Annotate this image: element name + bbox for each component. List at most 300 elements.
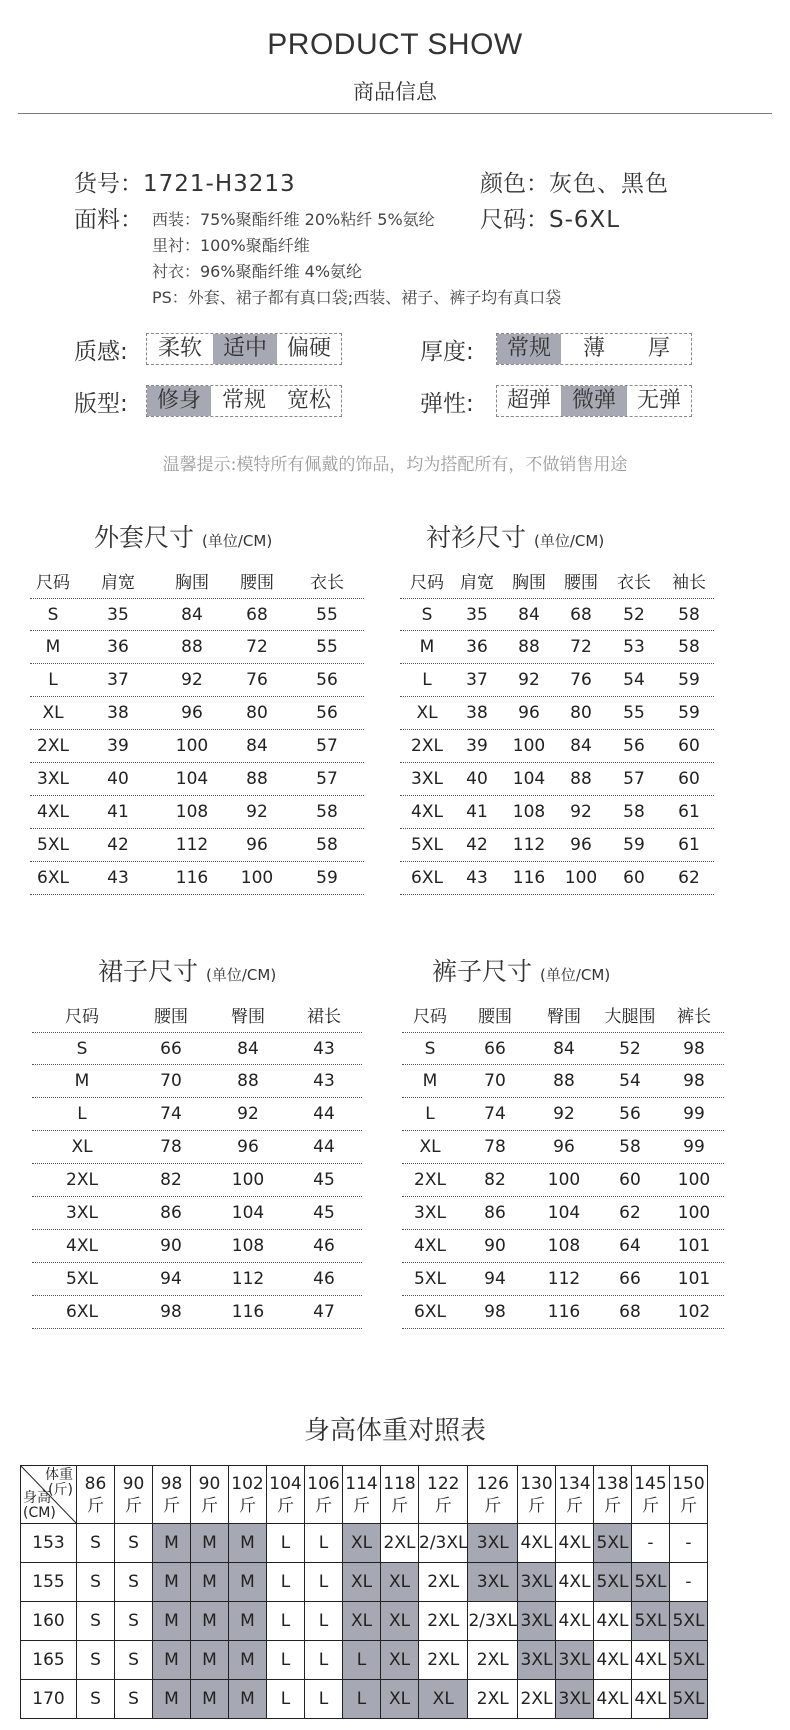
- shirt-table-cell: 39: [466, 736, 488, 756]
- skirt-table-cell: 94: [160, 1269, 182, 1289]
- shirt-unit-text: (单位/CM): [534, 532, 605, 550]
- jacket-table-cell: 76: [246, 670, 268, 690]
- size-cell: -: [669, 1563, 707, 1602]
- fabric-line: PS：外套、裙子都有真口袋;西装、裙子、裤子均有真口袋: [152, 288, 562, 307]
- height-weight-chart: [20, 1465, 708, 1719]
- pants-table-row: [402, 1164, 724, 1197]
- weight-value: 150: [672, 1473, 705, 1494]
- attr-texture-option: 柔软: [157, 336, 202, 361]
- pants-table-row: [402, 1098, 724, 1131]
- shirt-table-cell: XL: [416, 703, 438, 723]
- size-cell: L: [267, 1563, 305, 1602]
- jacket-table-row: [30, 763, 364, 796]
- jacket-table-cell: 100: [175, 736, 209, 756]
- shirt-table-row: [400, 598, 714, 631]
- skirt-title-text: 裙子尺寸: [98, 957, 199, 986]
- skirt-table-cell: 66: [160, 1039, 182, 1059]
- size-cell: M: [191, 1680, 229, 1719]
- jacket-table-cell: 72: [246, 637, 268, 657]
- weight-value: 98: [160, 1473, 183, 1494]
- weight-value: 90: [122, 1473, 145, 1494]
- size-cell: 5XL: [669, 1680, 707, 1719]
- shirt-header-row: [400, 568, 714, 593]
- jacket-table-cell: 92: [181, 670, 203, 690]
- shirt-table-cell: 60: [678, 769, 700, 789]
- pants-table-cell: 58: [619, 1137, 641, 1157]
- attr-fit-options: [146, 385, 342, 417]
- jacket-header-cell: 腰围: [240, 573, 274, 593]
- pants-table-cell: 98: [484, 1302, 506, 1322]
- weight-value: 134: [558, 1473, 591, 1494]
- pants-table-cell: 86: [484, 1203, 506, 1223]
- skirt-header-cell: 裙长: [307, 1007, 341, 1027]
- skirt-table-row: [32, 1230, 362, 1263]
- jacket-table-cell: 57: [316, 769, 338, 789]
- size-cell: L: [267, 1641, 305, 1680]
- size-label: 尺码：: [480, 207, 549, 233]
- jacket-table-cell: 6XL: [37, 868, 69, 888]
- shirt-table-cell: 54: [623, 670, 645, 690]
- jacket-table-cell: 84: [246, 736, 268, 756]
- size-cell: 2XL: [468, 1680, 517, 1719]
- pants-table-cell: XL: [419, 1137, 441, 1157]
- size-cell: 2/3XL: [419, 1524, 468, 1563]
- pants-table-cell: L: [425, 1104, 435, 1124]
- shirt-table-cell: 59: [678, 703, 700, 723]
- size-cell: L: [267, 1602, 305, 1641]
- corner-height: [23, 1491, 56, 1521]
- weight-unit: 斤: [641, 1495, 659, 1516]
- skirt-header-cell: 尺码: [65, 1007, 99, 1027]
- size-cell: 4XL: [517, 1524, 555, 1563]
- jacket-table-cell: XL: [42, 703, 64, 723]
- jacket-table-cell: 88: [246, 769, 268, 789]
- corner-weight-label: 体重: [45, 1467, 73, 1483]
- size-range: [480, 201, 620, 234]
- height-cell: 170: [21, 1680, 77, 1719]
- shirt-title-text: 衬衫尺寸: [426, 523, 527, 552]
- size-cell: 2XL: [468, 1641, 517, 1680]
- shirt-header-cell: 肩宽: [460, 573, 494, 593]
- attr-fit-option: 宽松: [286, 388, 331, 413]
- skirt-table-cell: S: [76, 1039, 88, 1059]
- skirt-table-cell: 46: [313, 1236, 335, 1256]
- weight-header-cell: [77, 1466, 115, 1524]
- shirt-table-row: [400, 829, 714, 862]
- attr-thickness-option: 薄: [582, 336, 605, 361]
- size-cell: 2XL: [419, 1641, 468, 1680]
- skirt-table-row: [32, 1098, 362, 1131]
- shirt-table-cell: 3XL: [411, 769, 443, 789]
- skirt-table-cell: 96: [237, 1137, 259, 1157]
- shirt-table-cell: 58: [678, 605, 700, 625]
- pants-table-cell: 100: [677, 1170, 711, 1190]
- skirt-table-cell: 4XL: [66, 1236, 98, 1256]
- weight-header-cell: [305, 1466, 343, 1524]
- chart-header-row: [21, 1466, 708, 1524]
- jacket-table-cell: 56: [316, 670, 338, 690]
- skirt-table-cell: 82: [160, 1170, 182, 1190]
- pants-table-cell: 102: [677, 1302, 711, 1322]
- pants-table-row: [402, 1230, 724, 1263]
- pants-table-cell: 112: [547, 1269, 581, 1289]
- size-cell: 5XL: [593, 1563, 631, 1602]
- pants-table-cell: 64: [619, 1236, 641, 1256]
- pants-table-cell: S: [424, 1039, 436, 1059]
- jacket-table-cell: L: [48, 670, 58, 690]
- size-cell: 2XL: [517, 1680, 555, 1719]
- skirt-table-cell: 112: [231, 1269, 265, 1289]
- weight-value: 138: [596, 1473, 629, 1494]
- weight-header-cell: [555, 1466, 593, 1524]
- size-cell: L: [343, 1680, 381, 1719]
- size-cell: XL: [381, 1602, 419, 1641]
- pants-table-cell: 68: [619, 1302, 641, 1322]
- size-cell: S: [115, 1602, 153, 1641]
- jacket-table-cell: 58: [316, 802, 338, 822]
- shirt-table-cell: 6XL: [411, 868, 443, 888]
- pants-table-cell: 3XL: [414, 1203, 446, 1223]
- size-cell: 4XL: [555, 1524, 593, 1563]
- attr-texture-options: [146, 333, 342, 365]
- size-cell: M: [229, 1680, 267, 1719]
- jacket-table-cell: 80: [246, 703, 268, 723]
- shirt-table-cell: 57: [623, 769, 645, 789]
- skirt-table-row: [32, 1164, 362, 1197]
- jacket-header-cell: 胸围: [175, 573, 209, 593]
- shirt-table-cell: 2XL: [411, 736, 443, 756]
- size-cell: XL: [381, 1563, 419, 1602]
- weight-unit: 斤: [353, 1495, 370, 1516]
- size-cell: 5XL: [593, 1524, 631, 1563]
- pants-table-row: [402, 1296, 724, 1329]
- jacket-table-cell: S: [47, 605, 59, 625]
- size-cell: 4XL: [593, 1680, 631, 1719]
- chart-body: [21, 1524, 708, 1719]
- size-cell: 4XL: [555, 1563, 593, 1602]
- fabric-line: 衬衣：96%聚酯纤维 4%氨纶: [152, 262, 363, 281]
- shirt-table-cell: 104: [512, 769, 546, 789]
- size-cell: M: [153, 1602, 191, 1641]
- weight-value: 130: [520, 1473, 553, 1494]
- size-cell: XL: [343, 1602, 381, 1641]
- pants-header-row: [402, 1002, 724, 1027]
- size-cell: 2XL: [419, 1563, 468, 1602]
- shirt-table-cell: 100: [512, 736, 546, 756]
- height-cell: 165: [21, 1641, 77, 1680]
- size-cell: L: [305, 1563, 343, 1602]
- pants-table-cell: 82: [484, 1170, 506, 1190]
- size-cell: XL: [343, 1563, 381, 1602]
- jacket-table-cell: 88: [181, 637, 203, 657]
- shirt-table-cell: 37: [466, 670, 488, 690]
- jacket-table-row: [30, 631, 364, 664]
- jacket-table-cell: 68: [246, 605, 268, 625]
- pants-table-row: [402, 1263, 724, 1296]
- size-cell: XL: [381, 1680, 419, 1719]
- pants-table-row: [402, 1065, 724, 1098]
- shirt-table-cell: 116: [512, 868, 546, 888]
- height-cell: 155: [21, 1563, 77, 1602]
- size-cell: M: [191, 1602, 229, 1641]
- pants-header-cell: 裤长: [677, 1007, 711, 1027]
- shirt-header-cell: 腰围: [564, 573, 598, 593]
- size-cell: 4XL: [593, 1641, 631, 1680]
- shirt-table-cell: 92: [570, 802, 592, 822]
- weight-header-cell: [419, 1466, 468, 1524]
- shirt-table-cell: M: [419, 637, 435, 657]
- size-cell: XL: [343, 1524, 381, 1563]
- attr-elasticity-label: 弹性:: [420, 391, 474, 417]
- weight-value: 126: [476, 1473, 509, 1494]
- jacket-table-cell: 40: [107, 769, 129, 789]
- skirt-table-cell: 104: [231, 1203, 265, 1223]
- attr-thickness-option: 常规: [497, 334, 561, 364]
- pants-table-row: [402, 1197, 724, 1230]
- size-cell: 5XL: [631, 1602, 669, 1641]
- skirt-table-cell: 84: [237, 1039, 259, 1059]
- jacket-table-cell: M: [45, 637, 61, 657]
- shirt-table-cell: 72: [570, 637, 592, 657]
- size-cell: L: [305, 1602, 343, 1641]
- size-cell: L: [267, 1524, 305, 1563]
- jacket-table-title: [94, 518, 272, 554]
- weight-unit: 斤: [434, 1495, 452, 1516]
- jacket-table-cell: 42: [107, 835, 129, 855]
- weight-header-cell: [191, 1466, 229, 1524]
- weight-unit: 斤: [565, 1495, 583, 1516]
- size-cell: S: [77, 1680, 115, 1719]
- skirt-table-cell: L: [77, 1104, 87, 1124]
- size-cell: 5XL: [669, 1602, 707, 1641]
- title-cn: 商品信息: [353, 80, 437, 104]
- jacket-header-cell: 衣长: [310, 573, 344, 593]
- weight-header-cell: [381, 1466, 419, 1524]
- skirt-table-cell: 100: [231, 1170, 265, 1190]
- size-chart-title: 身高体重对照表: [303, 1416, 486, 1446]
- shirt-table-cell: 61: [678, 802, 700, 822]
- shirt-table-cell: 96: [570, 835, 592, 855]
- shirt-table-row: [400, 631, 714, 664]
- shirt-table-row: [400, 862, 714, 895]
- size-cell: M: [229, 1563, 267, 1602]
- jacket-table-row: [30, 664, 364, 697]
- pants-table-cell: 98: [683, 1039, 705, 1059]
- jacket-table-cell: 84: [181, 605, 203, 625]
- size-cell: M: [229, 1641, 267, 1680]
- jacket-table-row: [30, 862, 364, 895]
- skirt-unit-text: (单位/CM): [206, 966, 277, 984]
- skirt-table-cell: 2XL: [66, 1170, 98, 1190]
- skirt-table-cell: 88: [237, 1071, 259, 1091]
- size-cell: 4XL: [631, 1641, 669, 1680]
- fabric-label-row: [74, 201, 143, 234]
- skirt-table-cell: 86: [160, 1203, 182, 1223]
- color: [480, 165, 669, 198]
- skirt-header-cell: 臀围: [231, 1007, 265, 1027]
- pants-header-cell: 尺码: [413, 1007, 447, 1027]
- pants-table-cell: 100: [677, 1203, 711, 1223]
- size-cell: -: [631, 1524, 669, 1563]
- skirt-table-row: [32, 1065, 362, 1098]
- pants-table-cell: 66: [619, 1269, 641, 1289]
- chart-row: [21, 1524, 708, 1563]
- pants-table-cell: 88: [553, 1071, 575, 1091]
- weight-value: 90: [198, 1473, 221, 1494]
- jacket-table-cell: 43: [107, 868, 129, 888]
- skirt-table-row: [32, 1296, 362, 1329]
- chart-row: [21, 1602, 708, 1641]
- notice-tip: 温馨提示:模特所有佩戴的饰品，均为搭配所有，不做销售用途: [162, 455, 628, 475]
- jacket-table-cell: 100: [240, 868, 274, 888]
- shirt-table-cell: 92: [518, 670, 540, 690]
- jacket-table-cell: 112: [175, 835, 209, 855]
- weight-unit: 斤: [163, 1495, 180, 1516]
- shirt-table-cell: 60: [678, 736, 700, 756]
- skirt-header-row: [32, 1002, 362, 1027]
- weight-value: 104: [269, 1473, 302, 1494]
- pants-header-cell: 大腿围: [604, 1007, 656, 1027]
- size-cell: L: [305, 1680, 343, 1719]
- jacket-table-cell: 59: [316, 868, 338, 888]
- skirt-header-cell: 腰围: [154, 1007, 188, 1027]
- divider: [18, 113, 772, 114]
- chart-corner: [21, 1466, 77, 1524]
- fabric-label: 面料：: [74, 207, 143, 233]
- size-cell: XL: [419, 1680, 468, 1719]
- jacket-table-cell: 5XL: [37, 835, 69, 855]
- corner-height-label: 身高: [23, 1490, 51, 1506]
- shirt-table-cell: 58: [678, 637, 700, 657]
- jacket-table-cell: 116: [175, 868, 209, 888]
- chart-row: [21, 1641, 708, 1680]
- pants-table-cell: 56: [619, 1104, 641, 1124]
- fabric-line: 里衬：100%聚酯纤维: [152, 236, 310, 255]
- jacket-table-row: [30, 796, 364, 829]
- pants-title-text: 裤子尺寸: [432, 957, 533, 986]
- corner-height-unit: (CM): [23, 1505, 56, 1521]
- shirt-table-cell: 112: [512, 835, 546, 855]
- attr-fit-label: 版型:: [74, 391, 128, 417]
- weight-header-cell: [153, 1466, 191, 1524]
- shirt-table-row: [400, 664, 714, 697]
- skirt-table-row: [32, 1131, 362, 1164]
- skirt-table-cell: 90: [160, 1236, 182, 1256]
- size-cell: 2XL: [419, 1602, 468, 1641]
- skirt-table-cell: 44: [313, 1137, 335, 1157]
- shirt-table-cell: 4XL: [411, 802, 443, 822]
- weight-value: 86: [84, 1473, 107, 1494]
- jacket-table-cell: 104: [175, 769, 209, 789]
- shirt-table-cell: 59: [678, 670, 700, 690]
- jacket-table-cell: 92: [246, 802, 268, 822]
- size-cell: L: [343, 1641, 381, 1680]
- attr-elasticity-option: 无弹: [636, 388, 681, 413]
- pants-unit-text: (单位/CM): [540, 966, 611, 984]
- pants-table-cell: M: [422, 1071, 438, 1091]
- shirt-header-cell: 尺码: [410, 573, 444, 593]
- jacket-table-row: [30, 730, 364, 763]
- skirt-table-cell: 43: [313, 1071, 335, 1091]
- shirt-table-cell: 76: [570, 670, 592, 690]
- skirt-table-cell: XL: [71, 1137, 93, 1157]
- attr-texture-label: 质感:: [74, 339, 128, 365]
- shirt-table-cell: 40: [466, 769, 488, 789]
- pants-table-row: [402, 1032, 724, 1065]
- pants-table-cell: 99: [683, 1137, 705, 1157]
- weight-value: 118: [383, 1473, 416, 1494]
- skirt-table-cell: 5XL: [66, 1269, 98, 1289]
- pants-table-cell: 62: [619, 1203, 641, 1223]
- attr-elasticity-option: 微弹: [561, 386, 627, 416]
- pants-table-cell: 98: [683, 1071, 705, 1091]
- shirt-table-cell: 108: [512, 802, 546, 822]
- shirt-table-cell: 59: [623, 835, 645, 855]
- size-cell: M: [191, 1641, 229, 1680]
- weight-header-cell: [343, 1466, 381, 1524]
- size-cell: L: [267, 1680, 305, 1719]
- weight-header-cell: [229, 1466, 267, 1524]
- size-cell: M: [153, 1641, 191, 1680]
- skirt-table-cell: 92: [237, 1104, 259, 1124]
- skirt-table-cell: 98: [160, 1302, 182, 1322]
- color-value: 灰色、黑色: [549, 171, 669, 197]
- attr-thickness-label: 厚度:: [420, 339, 474, 365]
- skirt-table-cell: M: [74, 1071, 90, 1091]
- skirt-table-cell: 3XL: [66, 1203, 98, 1223]
- skirt-table-cell: 70: [160, 1071, 182, 1091]
- weight-header-cell: [669, 1466, 707, 1524]
- size-cell: 5XL: [669, 1641, 707, 1680]
- size-cell: -: [669, 1524, 707, 1563]
- attr-thickness-option: 厚: [647, 336, 670, 361]
- pants-table-cell: 94: [484, 1269, 506, 1289]
- skirt-table-cell: 6XL: [66, 1302, 98, 1322]
- size-cell: S: [77, 1641, 115, 1680]
- jacket-table-cell: 35: [107, 605, 129, 625]
- attr-texture-option: 适中: [213, 334, 277, 364]
- weight-value: 114: [345, 1473, 378, 1494]
- jacket-table-cell: 55: [316, 605, 338, 625]
- pants-table-cell: 78: [484, 1137, 506, 1157]
- weight-unit: 斤: [679, 1495, 697, 1516]
- shirt-table-row: [400, 763, 714, 796]
- shirt-table-cell: 62: [678, 868, 700, 888]
- jacket-table-cell: 36: [107, 637, 129, 657]
- weight-header-cell: [517, 1466, 555, 1524]
- weight-unit: 斤: [125, 1495, 142, 1516]
- pants-table-cell: 52: [619, 1039, 641, 1059]
- size-cell: 3XL: [517, 1563, 555, 1602]
- pants-table-cell: 116: [547, 1302, 581, 1322]
- height-cell: 160: [21, 1602, 77, 1641]
- pants-table-cell: 108: [547, 1236, 581, 1256]
- weight-value: 145: [634, 1473, 667, 1494]
- jacket-table-cell: 4XL: [37, 802, 69, 822]
- size-cell: 4XL: [593, 1602, 631, 1641]
- pants-table-cell: 60: [619, 1170, 641, 1190]
- color-label: 颜色：: [480, 171, 549, 197]
- jacket-table-cell: 3XL: [37, 769, 69, 789]
- size-cell: 4XL: [631, 1680, 669, 1719]
- shirt-header-cell: 胸围: [512, 573, 546, 593]
- skirt-table-cell: 45: [313, 1203, 335, 1223]
- size-cell: 2XL: [381, 1524, 419, 1563]
- weight-unit: 斤: [239, 1495, 256, 1516]
- skirt-table-row: [32, 1263, 362, 1296]
- jacket-title-text: 外套尺寸: [94, 523, 195, 552]
- skirt-table-cell: 43: [313, 1039, 335, 1059]
